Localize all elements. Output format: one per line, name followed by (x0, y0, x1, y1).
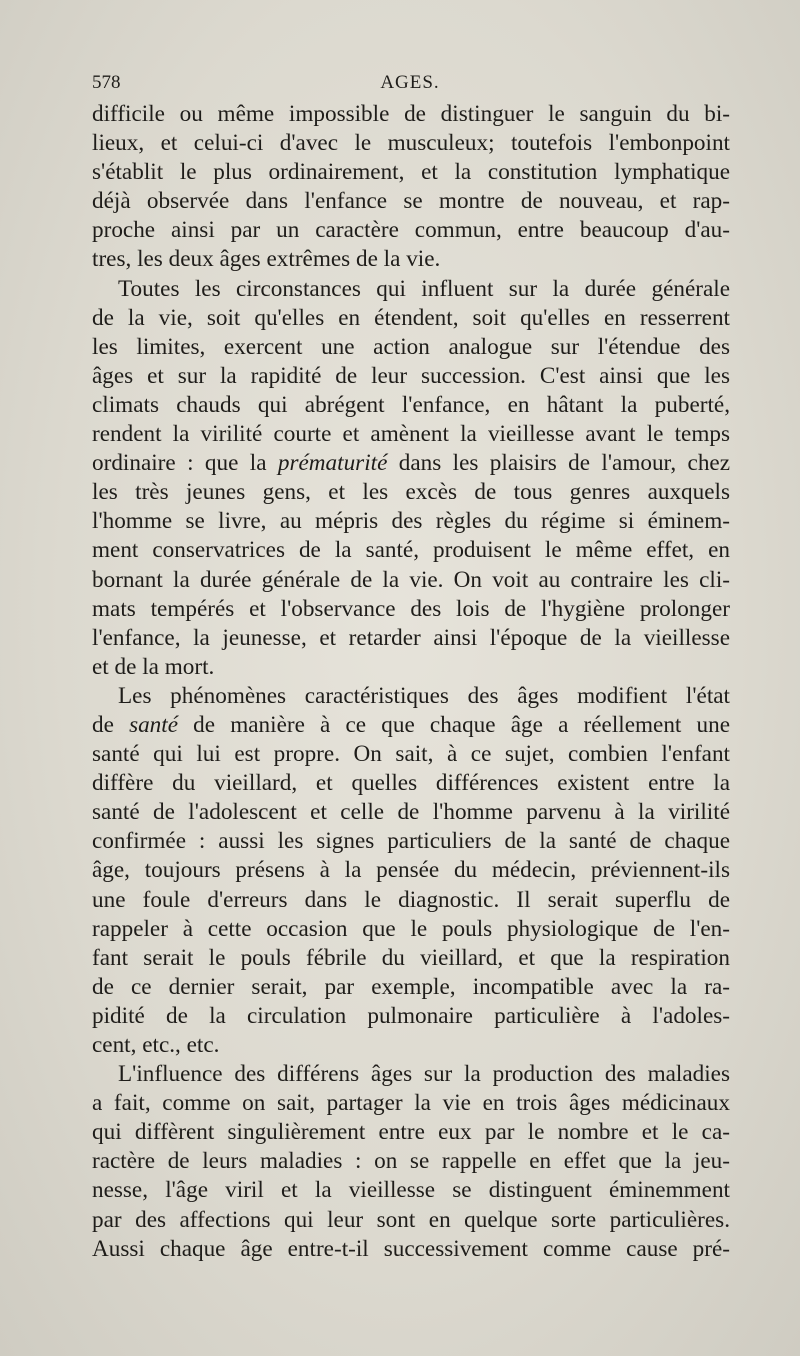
text-line: proche ainsi par un caractère commun, entre beaucoup d'au- (92, 217, 730, 244)
text-line: qui diffèrent singulièrement entre eux par le nombre et le ca- (92, 1119, 730, 1146)
text-line: pidité de la circulation pulmonaire particulière à l'adoles- (92, 1002, 730, 1029)
text-line: ractère de leurs maladies : on se rappelle en effet que la jeu- (92, 1148, 730, 1175)
text-fragment: de (92, 711, 130, 738)
italic-term: santé (129, 711, 179, 738)
page-number: 578 (92, 72, 121, 93)
text-line: s'établit le plus ordinairement, et la constitution lymphatique (92, 159, 730, 186)
text-line: a fait, comme on sait, partager la vie en trois âges médicinaux (92, 1090, 730, 1117)
text-fragment: de manière à ce que chaque âge a réellement une (178, 711, 731, 738)
text-line: climats chauds qui abrégent l'enfance, en hâtant la puberté, (92, 391, 730, 418)
text-line: bornant la durée générale de la vie. On voit au contraire les cli- (92, 566, 730, 593)
paragraph-4 (92, 1060, 730, 1264)
text-line: diffère du vieillard, et quelles différences existent entre la (92, 770, 730, 797)
text-line-with-italic (92, 449, 730, 478)
text-line: fant serait le pouls fébrile du vieillard, et que la respiration (92, 944, 730, 971)
body-text (92, 100, 730, 1264)
text-line: l'homme se livre, au mépris des règles du régime si éminem- (92, 508, 730, 535)
text-line: par des affections qui leur sont en quelque sorte particulières. (92, 1206, 730, 1233)
text-line: l'enfance, la jeunesse, et retarder ainsi l'époque de la vieillesse (92, 624, 730, 651)
text-line: de la vie, soit qu'elles en étendent, soit qu'elles en resserrent (92, 304, 730, 331)
paragraph-3 (92, 682, 730, 1060)
text-line: tres, les deux âges extrêmes de la vie. (92, 246, 441, 273)
page-header (92, 72, 728, 102)
text-line: rappeler à cette occasion que le pouls physiologique de l'en- (92, 915, 730, 942)
running-head: AGES. (380, 72, 440, 93)
text-line: une foule d'erreurs dans le diagnostic. Il serait superflu de (92, 886, 730, 913)
text-fragment: ordinaire : que la (92, 450, 278, 477)
text-line: âge, toujours présens à la pensée du médecin, préviennent-ils (92, 857, 730, 884)
text-line: âges et sur la rapidité de leur succession. C'est ainsi que les (92, 362, 730, 389)
text-line: santé de l'adolescent et celle de l'homme parvenu à la virilité (92, 799, 730, 826)
text-line: difficile ou même impossible de distinguer le sanguin du bi- (92, 101, 730, 127)
text-line: Les phénomènes caractéristiques des âges modifient l'état (118, 682, 730, 709)
text-line: santé qui lui est propre. On sait, à ce sujet, combien l'enfant (92, 741, 730, 768)
text-line: Toutes les circonstances qui influent sur la durée générale (118, 275, 730, 302)
text-line: ment conservatrices de la santé, produisent le même effet, en (92, 537, 730, 564)
text-line-with-italic (92, 711, 730, 740)
text-line: lieux, et celui-ci d'avec le musculeux; toutefois l'embonpoint (92, 130, 730, 157)
italic-term: prématurité (277, 450, 388, 477)
text-line: de ce dernier serait, par exemple, incompatible avec la ra- (92, 973, 730, 1000)
text-line: cent, etc., etc. (92, 1032, 220, 1058)
text-line: mats tempérés et l'observance des lois de l'hygiène prolonger (92, 595, 730, 622)
text-line: déjà observée dans l'enfance se montre de nouveau, et rap- (92, 188, 730, 215)
text-line: les très jeunes gens, et les excès de tous genres auxquels (92, 479, 730, 506)
text-line: Aussi chaque âge entre-t-il successivement comme cause pré- (92, 1235, 730, 1262)
paragraph-1 (92, 100, 730, 275)
text-line: et de la mort. (92, 653, 215, 680)
text-line: confirmée : aussi les signes particuliers de la santé de chaque (92, 828, 730, 855)
text-line: L'influence des différens âges sur la production des maladies (118, 1061, 730, 1088)
text-line: rendent la virilité courte et amènent la vieillesse avant le temps (92, 421, 730, 448)
paragraph-2 (92, 275, 730, 682)
text-fragment: dans les plaisirs de l'amour, chez (387, 450, 730, 477)
text-line: nesse, l'âge viril et la vieillesse se distinguent éminemment (92, 1177, 730, 1204)
text-line: les limites, exercent une action analogue sur l'étendue des (92, 333, 730, 360)
